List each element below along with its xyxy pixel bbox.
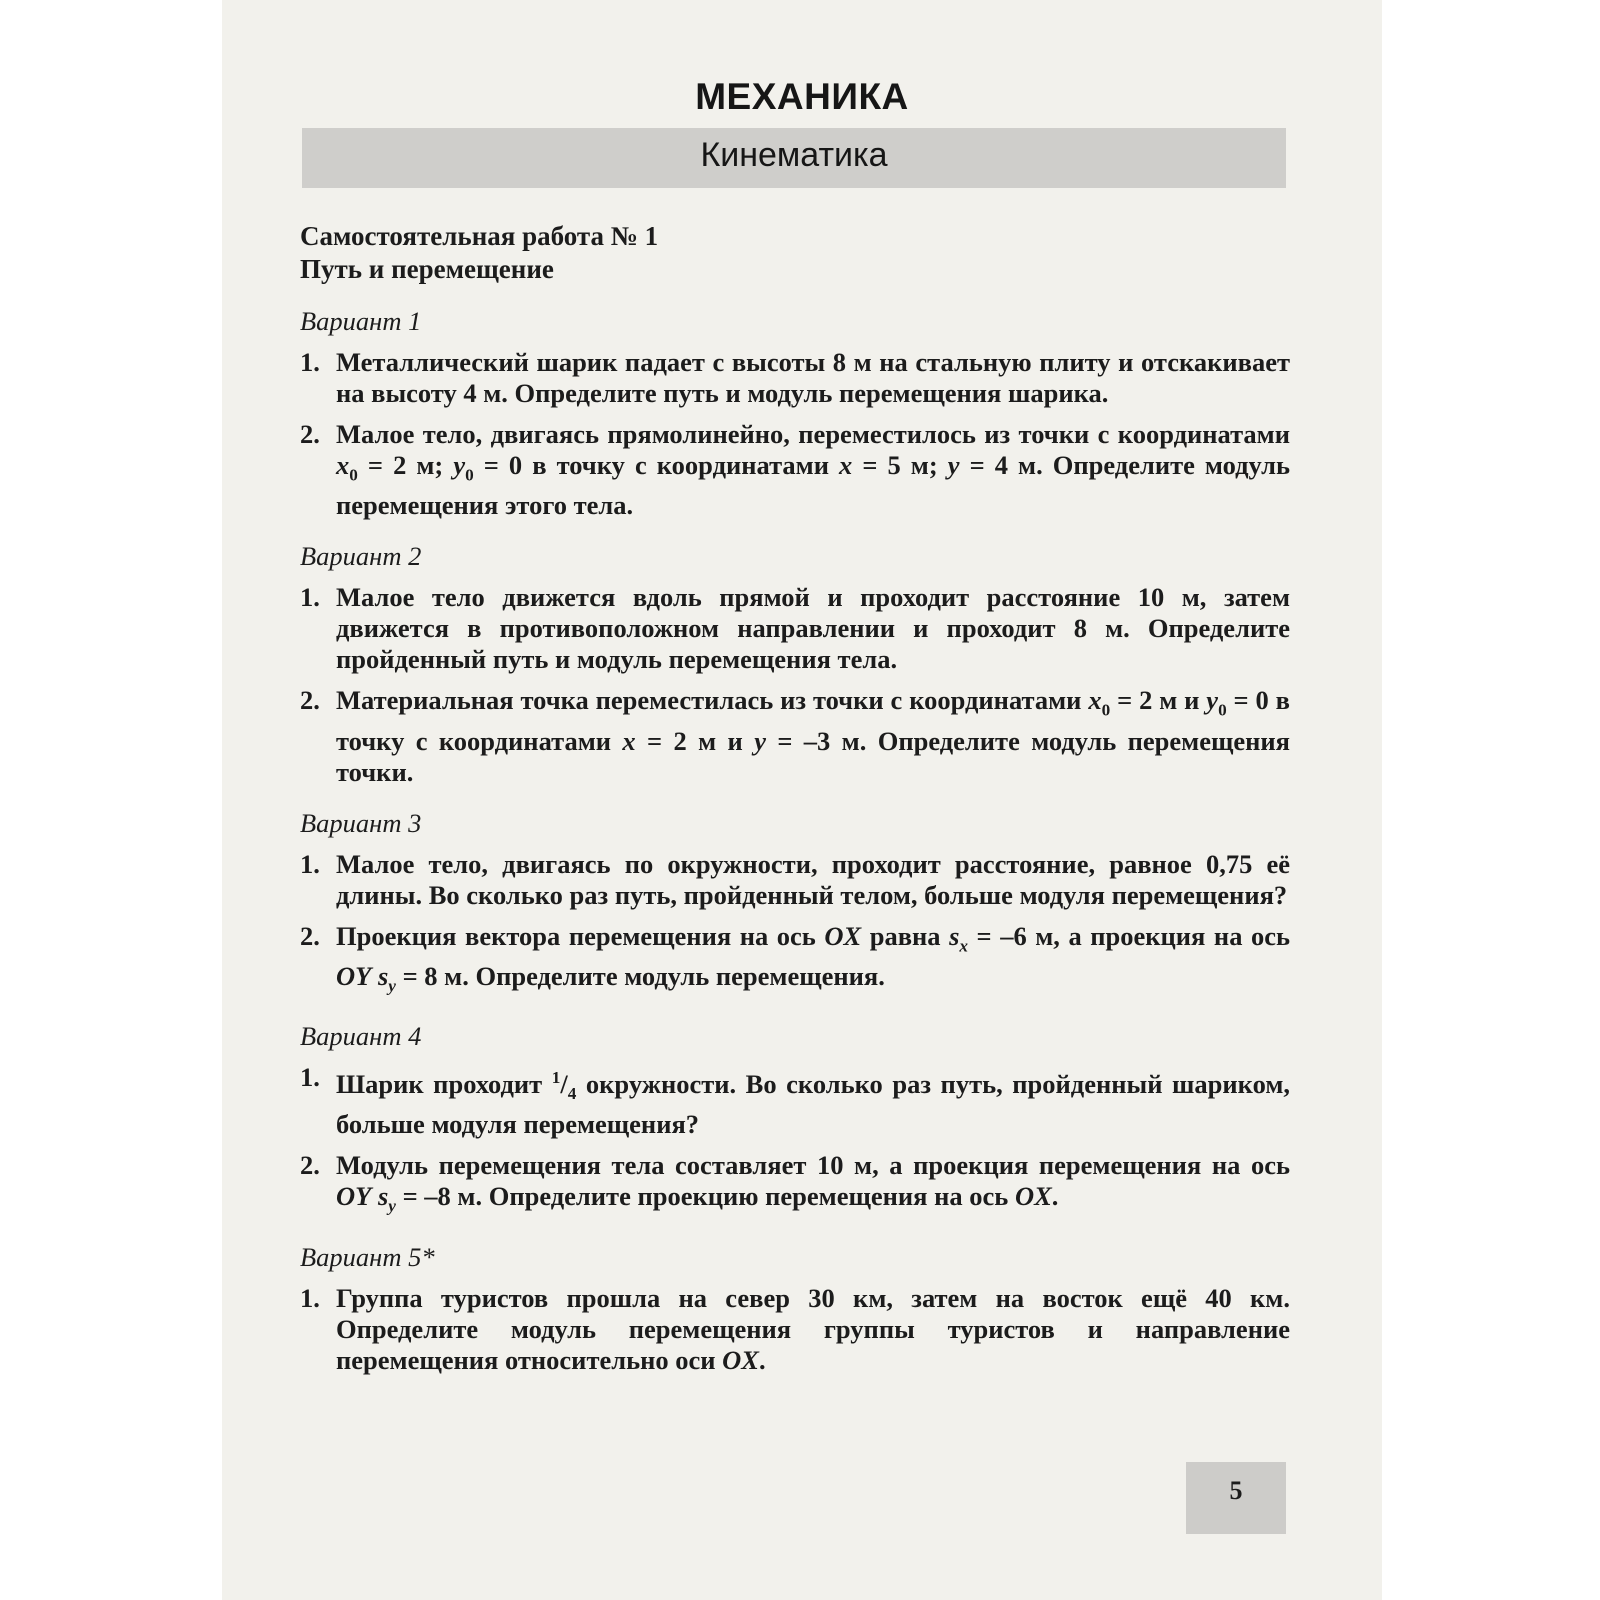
variant-1-task-2 [300,419,1290,521]
page-number: 5 [1186,1462,1286,1534]
variant-2-task-2 [300,685,1290,787]
variant-5-task-1 [300,1283,1290,1376]
task-text: Модуль перемещения тела составляет 10 м, а проекция перемещения на ось OY $s_y = -8$ м. Определите проекцию перемещения на ось OX. [336,1150,1290,1216]
task-number: 1. [300,848,320,879]
variant-4-task-1 [300,1062,1290,1140]
variant-2-label: Вариант 2 [300,541,422,572]
task-number: 2. [300,1150,320,1181]
variant-3-label: Вариант 3 [300,807,422,838]
task-text: Проекция вектора перемещения на ось OX равна $s_x = -6$ м, а проекция на ось OY $s_y = 8$ м. Определите модуль перемещения. [336,920,1291,996]
variant-3-task-1 [300,849,1290,911]
task-number: 2. [300,419,320,449]
task-number: 1. [300,582,320,613]
task-number: 2. [300,920,320,951]
work-title [300,220,1290,286]
task-number: 1. [300,347,320,377]
subsection-title: Кинематика [700,136,888,174]
task-text: Малое тело движется вдоль прямой и проходит расстояние 10 м, затем движется в противоположном направлении и проходит 8 м. Определите пройденный путь и модуль перемещения тела. [336,582,1290,675]
variant-2-task-1 [300,582,1290,675]
task-text: Группа туристов прошла на север 30 км, затем на восток ещё 40 км. Определите модуль перемещения группы туристов и направление перемещения относительно оси OX. [336,1282,1290,1375]
variant-1-label: Вариант 1 [300,306,422,336]
work-title-line1: Самостоятельная работа № 1 [300,221,659,251]
variant-3-task-2 [300,921,1290,1002]
section-title: МЕХАНИКА [695,76,909,117]
task-text: Материальная точка переместилась из точки с координатами $x_0 = 2$ м и $y_0 = 0$ в точку с координатами x = 2 м и y = –3 м. Определите модуль перемещения точки. [336,685,1290,787]
page-content [300,220,1290,1386]
task-text: Малое тело, двигаясь прямолинейно, переместилось из точки с координатами $x_0 = 2$ м; $y_0 = 0$ в точку с координатами x = 5 м; y = 4 м. Определите модуль перемещения этого тела. [336,419,1290,521]
textbook-page [222,0,1382,1600]
subsection-band [302,128,1286,188]
variant-1-task-1 [300,347,1290,409]
task-number: 1. [300,1282,320,1313]
task-number: 2. [300,685,320,716]
task-number: 1. [300,1062,320,1093]
variant-5-label: Вариант 5* [300,1241,435,1272]
variant-4-label: Вариант 4 [300,1021,422,1052]
work-title-line2: Путь и перемещение [300,254,554,284]
task-text: Металлический шарик падает с высоты 8 м на стальную плиту и отскакивает на высоту 4 м. Определите путь и модуль перемещения шарика. [336,347,1290,408]
task-text: Шарик проходит $^1/_4$ окружности. Во сколько раз путь, пройденный шариком, больше модуля перемещения? [336,1068,1290,1140]
variant-4-task-2 [300,1150,1290,1221]
task-text: Малое тело, двигаясь по окружности, проходит расстояние, равное 0,75 её длины. Во сколько раз путь, пройденный телом, больше модуля перемещения? [336,848,1290,910]
